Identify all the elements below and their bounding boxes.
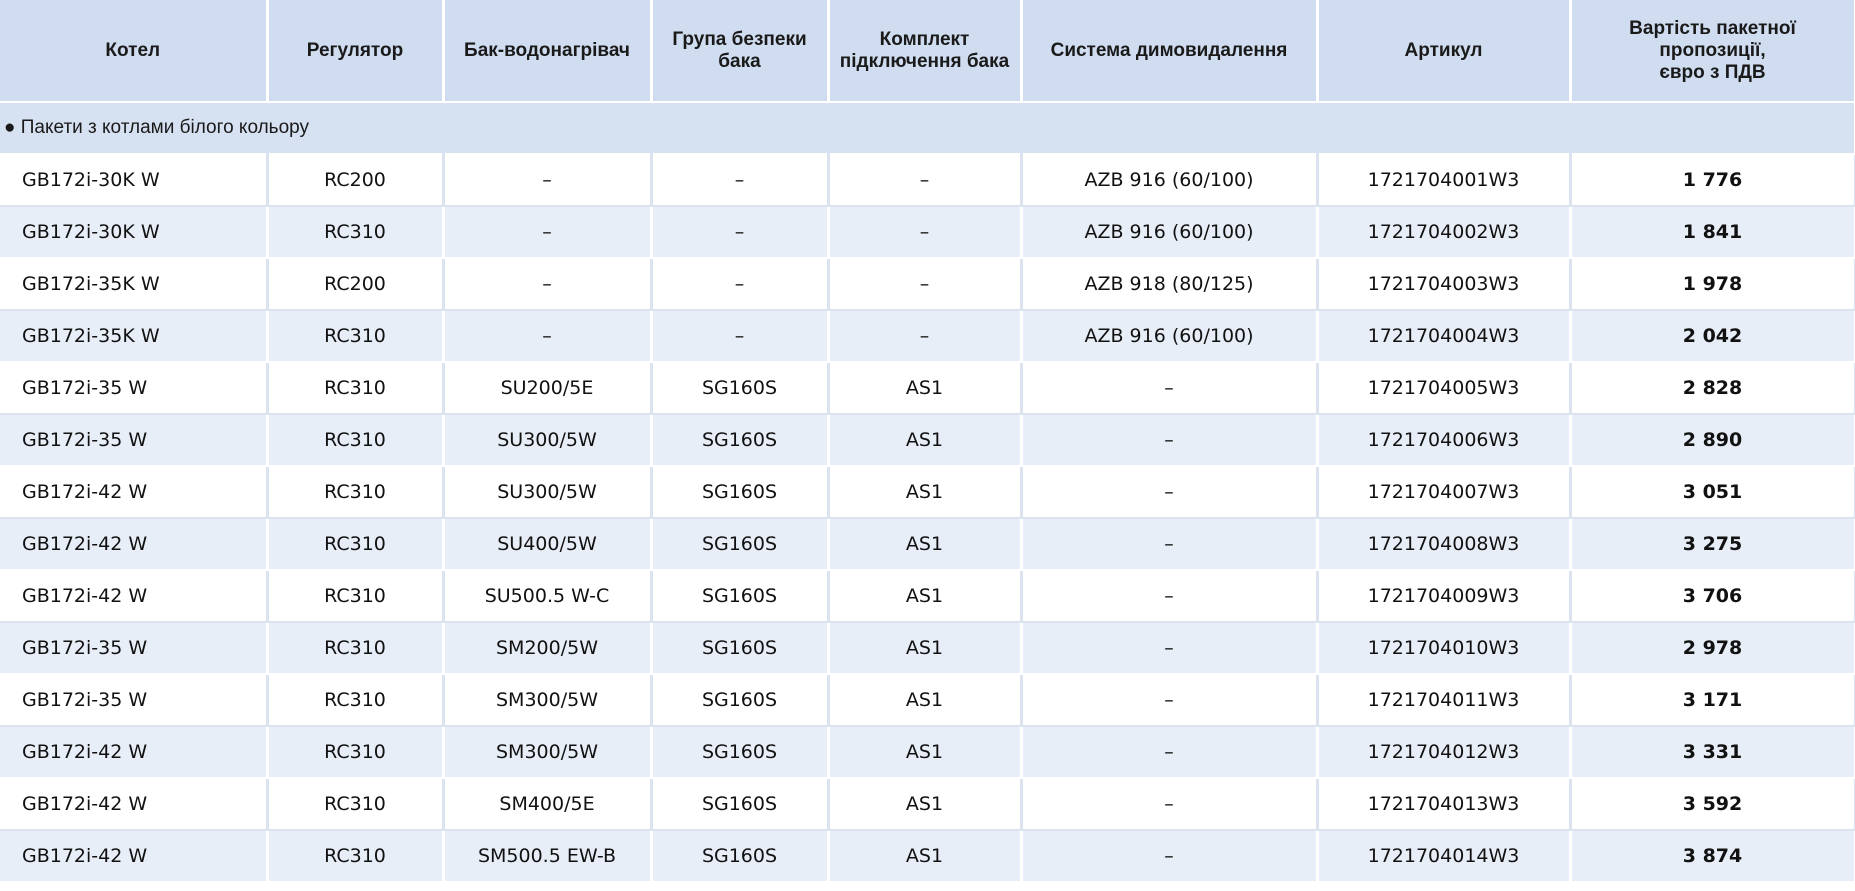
header-package-price-line: євро з ПДВ [1659, 61, 1766, 83]
header-water-heater-line: Бак-водонагрівач [464, 39, 630, 61]
cell-article: 1721704013W3 [1317, 778, 1570, 830]
cell-tank-connection-kit: AS1 [828, 362, 1021, 414]
cell-tank-connection-kit: – [828, 310, 1021, 362]
cell-regulator: RC310 [267, 466, 443, 518]
cell-boiler: GB172i-35 W [0, 674, 267, 726]
group-label: ● Пакети з котлами білого кольору [0, 102, 1855, 154]
cell-tank-connection-kit: AS1 [828, 518, 1021, 570]
table-row [0, 362, 1855, 414]
cell-regulator: RC310 [267, 830, 443, 882]
header-water-heater [443, 0, 651, 102]
cell-price: 1 978 [1570, 258, 1855, 310]
cell-price: 2 042 [1570, 310, 1855, 362]
cell-regulator: RC310 [267, 310, 443, 362]
header-regulator-line: Регулятор [306, 39, 404, 61]
cell-tank-safety-group: – [651, 310, 828, 362]
cell-regulator: RC200 [267, 154, 443, 206]
header-tank-safety-group [651, 0, 828, 102]
cell-tank-safety-group: – [651, 258, 828, 310]
table-row [0, 674, 1855, 726]
cell-boiler: GB172i-42 W [0, 778, 267, 830]
cell-tank-connection-kit: AS1 [828, 414, 1021, 466]
cell-article: 1721704008W3 [1317, 518, 1570, 570]
cell-price: 3 275 [1570, 518, 1855, 570]
table-row [0, 830, 1855, 882]
cell-flue-system: – [1021, 570, 1317, 622]
cell-water-heater: – [443, 258, 651, 310]
cell-tank-connection-kit: AS1 [828, 622, 1021, 674]
header-tank-connection-kit-line: підключення бака [839, 50, 1010, 72]
cell-flue-system: – [1021, 726, 1317, 778]
cell-tank-safety-group: SG160S [651, 362, 828, 414]
cell-water-heater: – [443, 154, 651, 206]
header-tank-connection-kit [828, 0, 1021, 102]
cell-water-heater: SU200/5E [443, 362, 651, 414]
header-boiler-line: Котел [105, 39, 161, 61]
cell-price: 3 874 [1570, 830, 1855, 882]
table-row [0, 570, 1855, 622]
cell-price: 3 706 [1570, 570, 1855, 622]
cell-regulator: RC310 [267, 778, 443, 830]
cell-article: 1721704001W3 [1317, 154, 1570, 206]
cell-tank-safety-group: SG160S [651, 778, 828, 830]
cell-water-heater: SU400/5W [443, 518, 651, 570]
cell-water-heater: SU500.5 W-C [443, 570, 651, 622]
cell-price: 3 331 [1570, 726, 1855, 778]
table-row [0, 154, 1855, 206]
cell-article: 1721704012W3 [1317, 726, 1570, 778]
cell-price: 3 171 [1570, 674, 1855, 726]
cell-flue-system: – [1021, 674, 1317, 726]
cell-flue-system: – [1021, 518, 1317, 570]
cell-water-heater: SM200/5W [443, 622, 651, 674]
cell-boiler: GB172i-35 W [0, 362, 267, 414]
cell-flue-system: – [1021, 414, 1317, 466]
table-row [0, 466, 1855, 518]
cell-regulator: RC200 [267, 258, 443, 310]
cell-regulator: RC310 [267, 362, 443, 414]
cell-boiler: GB172i-30K W [0, 154, 267, 206]
cell-price: 2 890 [1570, 414, 1855, 466]
cell-flue-system: – [1021, 622, 1317, 674]
header-regulator [267, 0, 443, 102]
cell-tank-connection-kit: AS1 [828, 466, 1021, 518]
cell-boiler: GB172i-35K W [0, 310, 267, 362]
cell-boiler: GB172i-42 W [0, 726, 267, 778]
table-body [0, 102, 1855, 882]
cell-article: 1721704002W3 [1317, 206, 1570, 258]
cell-water-heater: SM300/5W [443, 726, 651, 778]
table-header-row [0, 0, 1855, 102]
table-row [0, 310, 1855, 362]
table-row [0, 258, 1855, 310]
cell-flue-system: – [1021, 778, 1317, 830]
cell-tank-connection-kit: – [828, 258, 1021, 310]
header-tank-safety-group-line: Група безпеки [672, 28, 807, 50]
cell-article: 1721704014W3 [1317, 830, 1570, 882]
cell-tank-connection-kit: AS1 [828, 674, 1021, 726]
header-package-price-line: Вартість пакетної [1629, 17, 1796, 39]
cell-flue-system: – [1021, 830, 1317, 882]
cell-flue-system: AZB 918 (80/125) [1021, 258, 1317, 310]
cell-boiler: GB172i-42 W [0, 518, 267, 570]
cell-tank-safety-group: SG160S [651, 414, 828, 466]
cell-water-heater: SU300/5W [443, 414, 651, 466]
table-row [0, 206, 1855, 258]
cell-tank-safety-group: – [651, 206, 828, 258]
cell-tank-connection-kit: AS1 [828, 570, 1021, 622]
cell-boiler: GB172i-35 W [0, 414, 267, 466]
cell-water-heater: SU300/5W [443, 466, 651, 518]
cell-regulator: RC310 [267, 206, 443, 258]
cell-article: 1721704010W3 [1317, 622, 1570, 674]
cell-flue-system: AZB 916 (60/100) [1021, 206, 1317, 258]
cell-water-heater: SM400/5E [443, 778, 651, 830]
cell-article: 1721704009W3 [1317, 570, 1570, 622]
cell-regulator: RC310 [267, 414, 443, 466]
cell-tank-safety-group: SG160S [651, 726, 828, 778]
table-row [0, 414, 1855, 466]
cell-tank-connection-kit: – [828, 206, 1021, 258]
cell-article: 1721704003W3 [1317, 258, 1570, 310]
cell-article: 1721704006W3 [1317, 414, 1570, 466]
header-flue-system-line: Система димовидалення [1050, 39, 1288, 61]
cell-article: 1721704011W3 [1317, 674, 1570, 726]
cell-article: 1721704004W3 [1317, 310, 1570, 362]
cell-flue-system: – [1021, 466, 1317, 518]
cell-boiler: GB172i-42 W [0, 830, 267, 882]
header-article [1317, 0, 1570, 102]
cell-price: 2 828 [1570, 362, 1855, 414]
header-tank-safety-group-line: бака [718, 50, 761, 72]
header-package-price [1570, 0, 1855, 102]
cell-regulator: RC310 [267, 518, 443, 570]
header-flue-system [1021, 0, 1317, 102]
cell-price: 3 051 [1570, 466, 1855, 518]
cell-tank-connection-kit: – [828, 154, 1021, 206]
cell-flue-system: – [1021, 362, 1317, 414]
cell-tank-safety-group: SG160S [651, 674, 828, 726]
group-row [0, 102, 1855, 154]
header-article-line: Артикул [1404, 39, 1483, 61]
cell-flue-system: AZB 916 (60/100) [1021, 154, 1317, 206]
cell-tank-safety-group: SG160S [651, 466, 828, 518]
cell-regulator: RC310 [267, 674, 443, 726]
cell-boiler: GB172i-35K W [0, 258, 267, 310]
table-row [0, 778, 1855, 830]
cell-price: 1 776 [1570, 154, 1855, 206]
cell-tank-connection-kit: AS1 [828, 830, 1021, 882]
cell-regulator: RC310 [267, 570, 443, 622]
cell-price: 1 841 [1570, 206, 1855, 258]
cell-boiler: GB172i-30K W [0, 206, 267, 258]
cell-article: 1721704005W3 [1317, 362, 1570, 414]
cell-regulator: RC310 [267, 726, 443, 778]
cell-boiler: GB172i-42 W [0, 466, 267, 518]
cell-tank-safety-group: SG160S [651, 518, 828, 570]
cell-tank-safety-group: SG160S [651, 830, 828, 882]
table-row [0, 726, 1855, 778]
cell-tank-safety-group: SG160S [651, 570, 828, 622]
table-row [0, 518, 1855, 570]
header-boiler [0, 0, 267, 102]
cell-tank-safety-group: – [651, 154, 828, 206]
header-tank-connection-kit-line: Комплект [879, 28, 970, 50]
cell-water-heater: – [443, 206, 651, 258]
cell-article: 1721704007W3 [1317, 466, 1570, 518]
table-row [0, 622, 1855, 674]
cell-tank-safety-group: SG160S [651, 622, 828, 674]
cell-water-heater: SM300/5W [443, 674, 651, 726]
cell-regulator: RC310 [267, 622, 443, 674]
cell-boiler: GB172i-35 W [0, 622, 267, 674]
cell-water-heater: SM500.5 EW-B [443, 830, 651, 882]
cell-tank-connection-kit: AS1 [828, 726, 1021, 778]
cell-flue-system: AZB 916 (60/100) [1021, 310, 1317, 362]
cell-tank-connection-kit: AS1 [828, 778, 1021, 830]
header-package-price-line: пропозиції, [1659, 39, 1766, 61]
cell-price: 3 592 [1570, 778, 1855, 830]
cell-price: 2 978 [1570, 622, 1855, 674]
cell-water-heater: – [443, 310, 651, 362]
cell-boiler: GB172i-42 W [0, 570, 267, 622]
